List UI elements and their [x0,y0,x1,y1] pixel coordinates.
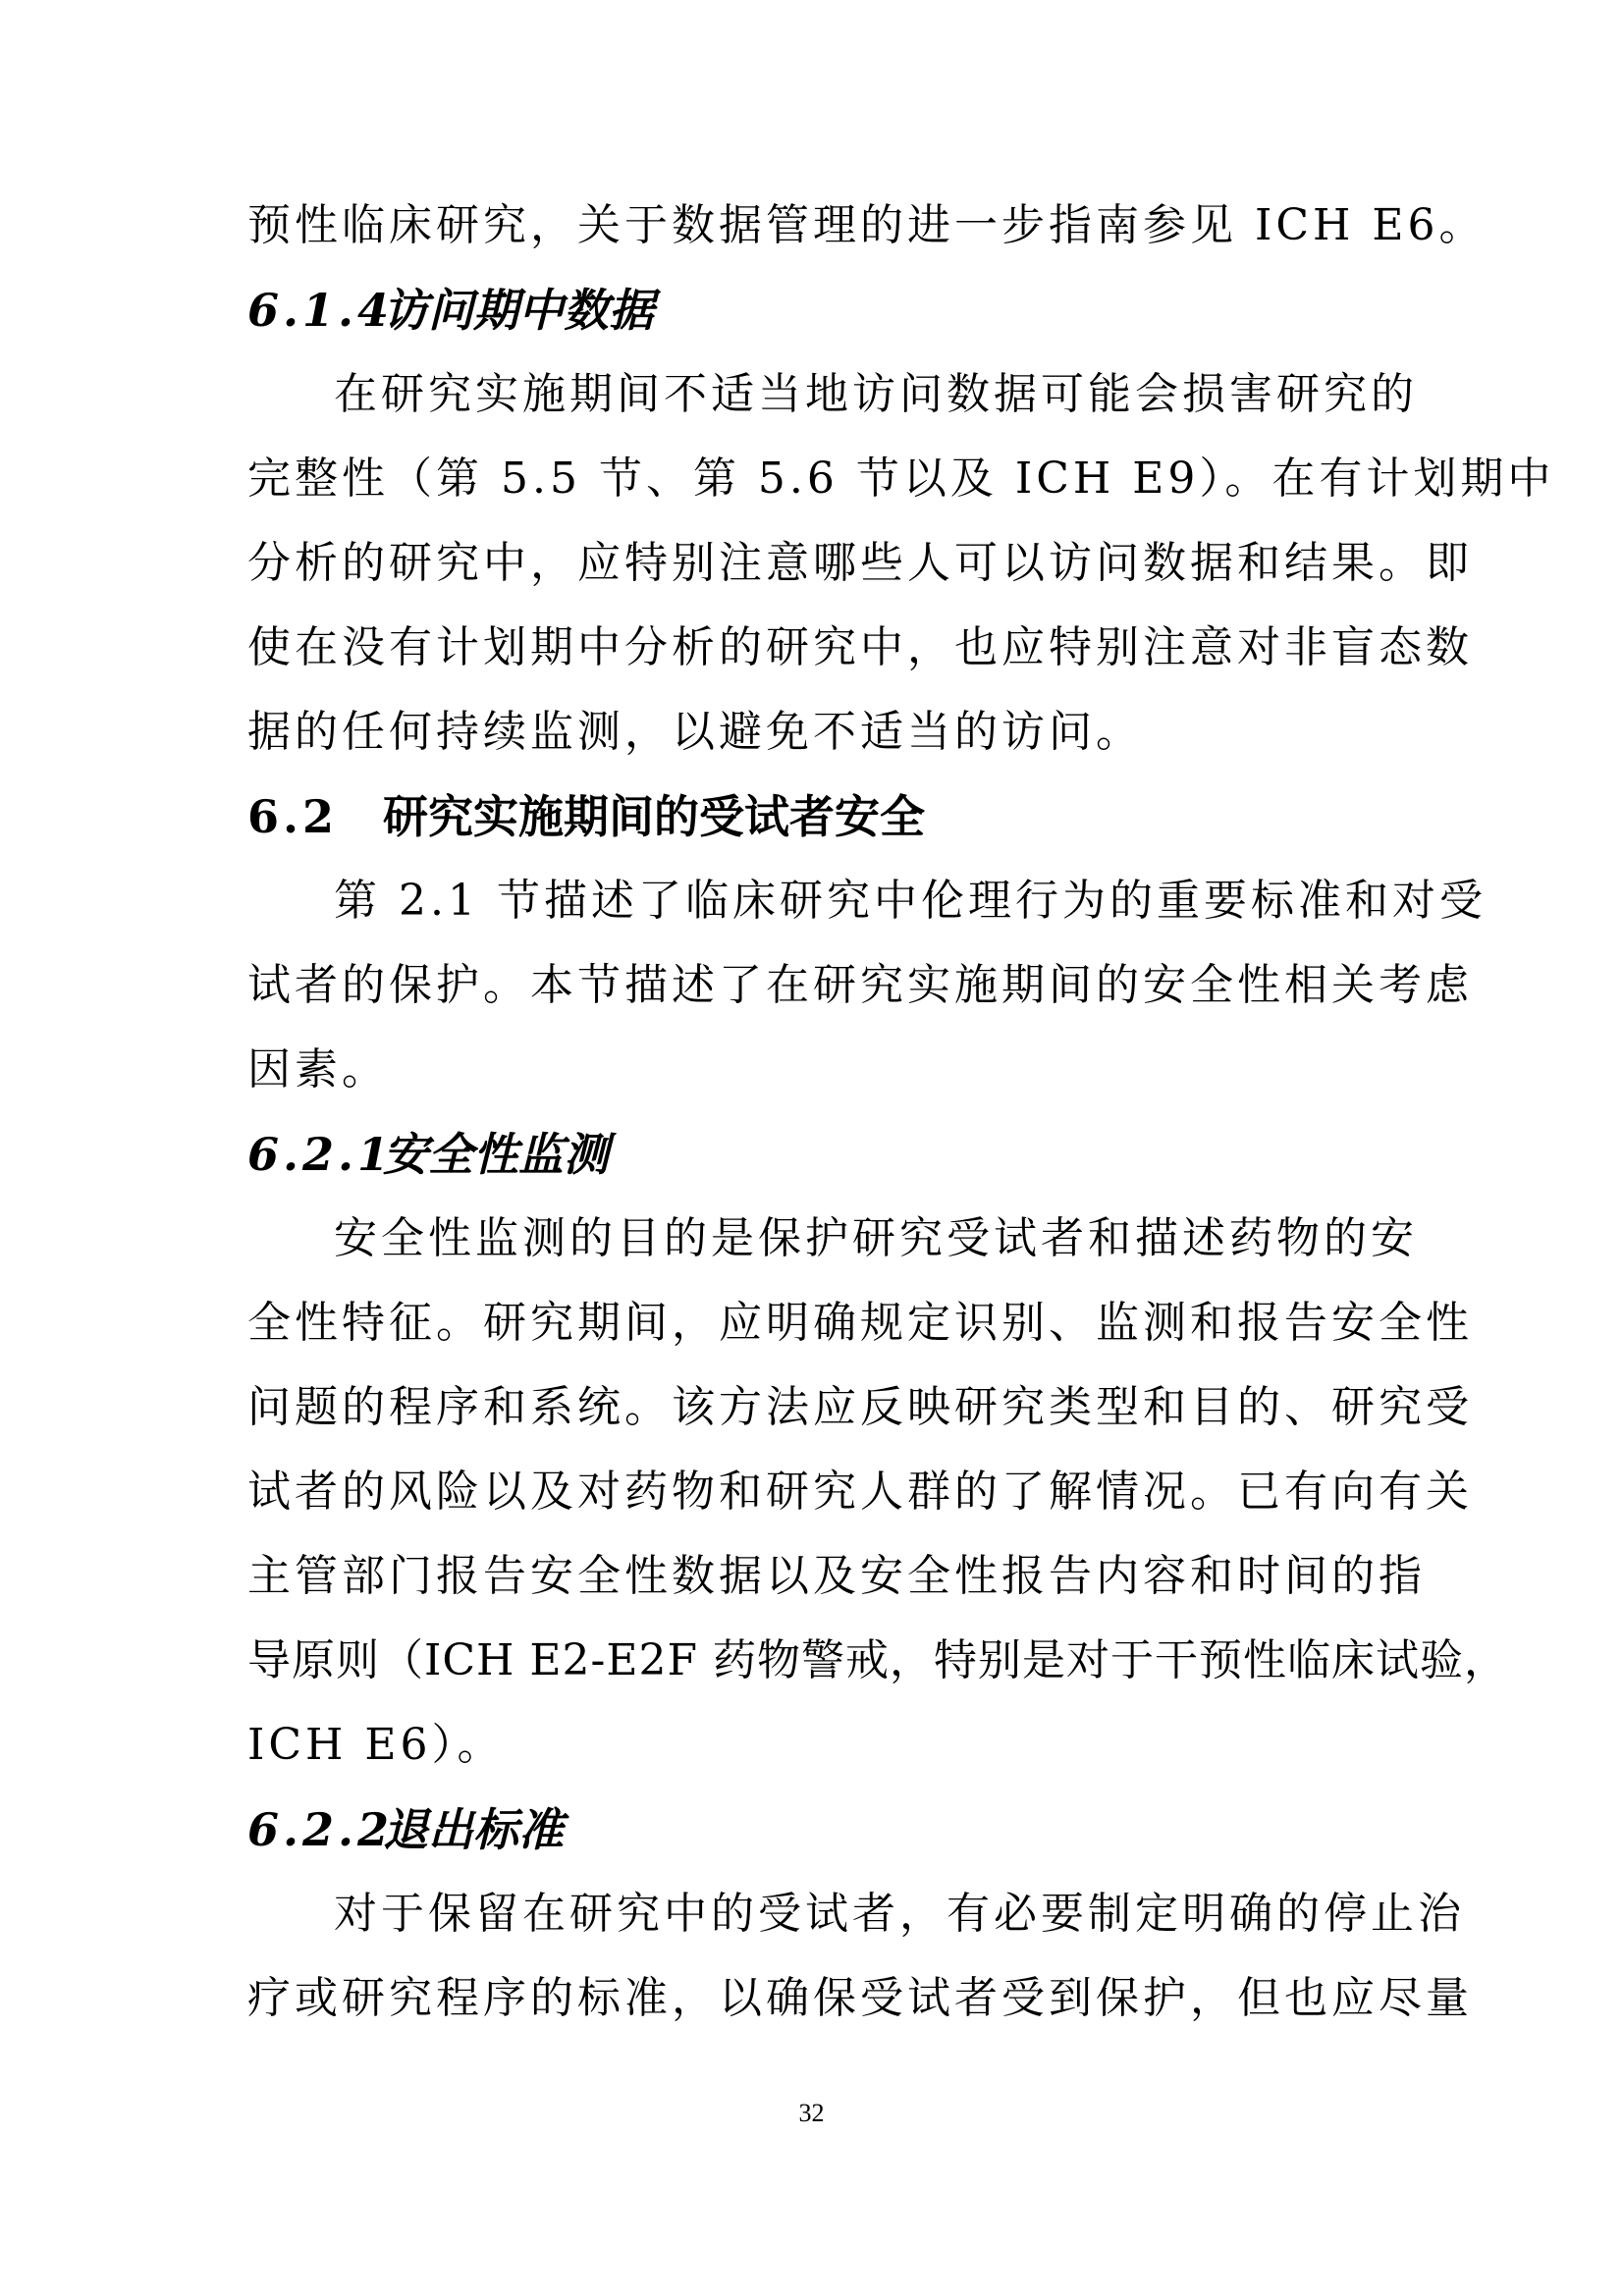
paragraph-line: 对于保留在研究中的受试者，有必要制定明确的停止治 [334,1889,1465,1939]
paragraph-line: 导原则（ICH E2-E2F 药物警戒，特别是对于干预性临床试验， [247,1635,1509,1685]
section-number: 6.2 [247,790,339,843]
section-title: 退出标准 [383,1803,564,1856]
paragraph-line: 完整性（第 5.5 节、第 5.6 节以及 ICH E9）。在有计划期中 [247,454,1555,504]
paragraph-line: 据的任何持续监测，以避免不适当的访问。 [247,707,1143,757]
page-number: 32 [798,2099,825,2127]
paragraph-line: 试者的保护。本节描述了在研究实施期间的安全性相关考虑 [247,960,1473,1010]
paragraph-line: 在研究实施期间不适当地访问数据可能会损害研究的 [334,369,1418,419]
body-line: 预性临床研究，关于数据管理的进一步指南参见 ICH E6。 [247,200,1487,250]
section-heading-6-1-4 [247,281,654,340]
paragraph-line: 试者的风险以及对药物和研究人群的了解情况。已有向有关 [247,1467,1473,1517]
paragraph-line: 使在没有计划期中分析的研究中，也应特别注意对非盲态数 [247,622,1473,672]
paragraph-line: ICH E6）。 [247,1720,505,1770]
paragraph-line: 安全性监测的目的是保护研究受试者和描述药物的安 [334,1213,1418,1263]
paragraph-line: 全性特征。研究期间，应明确规定识别、监测和报告安全性 [247,1298,1473,1348]
paragraph-line: 第 2.1 节描述了临床研究中伦理行为的重要标准和对受 [334,876,1487,926]
paragraph-line: 因素。 [247,1044,389,1095]
section-number: 6.1.4 [247,284,394,337]
paragraph-line: 疗或研究程序的标准，以确保受试者受到保护，但也应尽量 [247,1973,1473,2023]
section-number: 6.2.1 [247,1128,394,1181]
paragraph-line: 分析的研究中，应特别注意哪些人可以访问数据和结果。即 [247,538,1473,588]
section-title: 安全性监测 [383,1128,609,1181]
section-number: 6.2.2 [247,1803,394,1856]
section-heading-6-2 [247,787,925,846]
section-title: 访问期中数据 [383,284,654,337]
paragraph-line: 问题的程序和系统。该方法应反映研究类型和目的、研究受 [247,1382,1473,1432]
paragraph-line: 主管部门报告安全性数据以及安全性报告内容和时间的指 [247,1551,1426,1601]
section-heading-6-2-2 [247,1800,564,1859]
section-heading-6-2-1 [247,1125,609,1184]
section-title: 研究实施期间的受试者安全 [383,790,925,843]
